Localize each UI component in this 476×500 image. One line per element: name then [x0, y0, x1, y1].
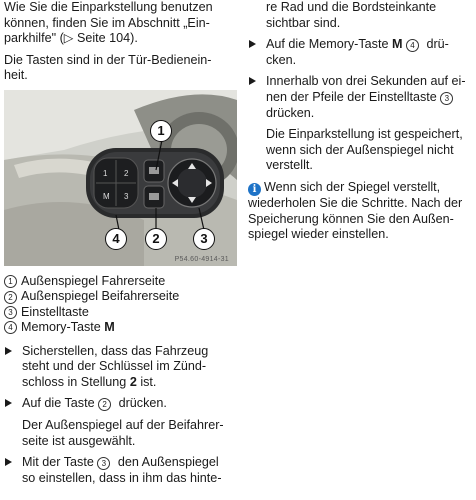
callout-1: 1 — [150, 120, 172, 142]
legend-text: Memory-Taste M — [21, 320, 115, 335]
legend-text: Außenspiegel Fahrerseite — [21, 273, 166, 288]
legend-item — [4, 305, 237, 320]
bullet-arrow-icon — [249, 40, 256, 48]
step-press-button-2: Auf die Taste 2 drücken. — [4, 396, 237, 412]
step-secure-vehicle: Sicherstellen, dass das Fahrzeug steht und der Schlüssel im Zünd- schloss in Stellung 2 ist. — [4, 344, 237, 391]
callout-3: 3 — [193, 228, 215, 250]
bullet-arrow-icon — [249, 77, 256, 85]
bullet-arrow-icon — [5, 399, 12, 407]
memory-button-1-label: 1 — [103, 168, 108, 178]
callout-4: 4 — [105, 228, 127, 250]
step-adjust-mirror: Mit der Taste 3 den Außenspiegel so einstellen, dass in ihm das hinte- — [4, 455, 237, 486]
bullet-arrow-icon — [5, 347, 12, 355]
intro-paragraph-1: Wie Sie die Einparkstellung benutzen können, finden Sie im Abschnitt „Ein- parkhilfe" (▷ Seite 104). — [4, 0, 213, 46]
legend-number: 3 — [4, 306, 17, 319]
door-control-photo — [4, 90, 237, 266]
legend-text: Einstelltaste — [21, 304, 89, 319]
memory-button-2-label: 2 — [124, 168, 129, 178]
legend-number: 2 — [4, 291, 17, 304]
legend-number: 1 — [4, 275, 17, 288]
right-column — [248, 0, 474, 243]
legend-number: 4 — [4, 321, 17, 334]
callout-2: 2 — [145, 228, 167, 250]
info-icon: i — [248, 183, 261, 196]
legend-item — [4, 289, 237, 304]
memory-button-m-label: M — [103, 191, 110, 201]
note-passenger-mirror: Der Außenspiegel auf der Beifahrer- seite ist ausgewählt. — [22, 417, 224, 448]
memory-button-3-label: 3 — [124, 191, 129, 201]
intro-paragraph-2: Die Tasten sind in der Tür-Bedienein- heit. — [4, 52, 212, 83]
legend-text: Außenspiegel Beifahrerseite — [21, 289, 180, 304]
info-note: i Wenn sich der Spiegel verstellt, wiederholen Sie die Schritte. Nach der Speicherung können Sie den Außen- spiegel wieder einstellen. — [248, 179, 463, 242]
legend-list — [4, 274, 237, 336]
bullet-arrow-icon — [5, 458, 12, 466]
legend-item — [4, 274, 237, 289]
left-column — [4, 0, 237, 486]
photo-code: P54.60-4914-31 — [174, 255, 229, 263]
step-adjust-mirror-continued: re Rad und die Bordsteinkante sichtbar sind. — [266, 0, 437, 30]
note-stored: Die Einparkstellung ist gespeichert, wenn sich der Außenspiegel nicht verstellt. — [266, 127, 463, 173]
step-press-arrow: Innerhalb von drei Sekunden auf ei- nen der Pfeile der Einstelltaste 3 drücken. — [248, 74, 474, 121]
step-press-memory: Auf die Memory-Taste M 4 drü- cken. — [248, 37, 474, 68]
legend-item — [4, 320, 237, 335]
